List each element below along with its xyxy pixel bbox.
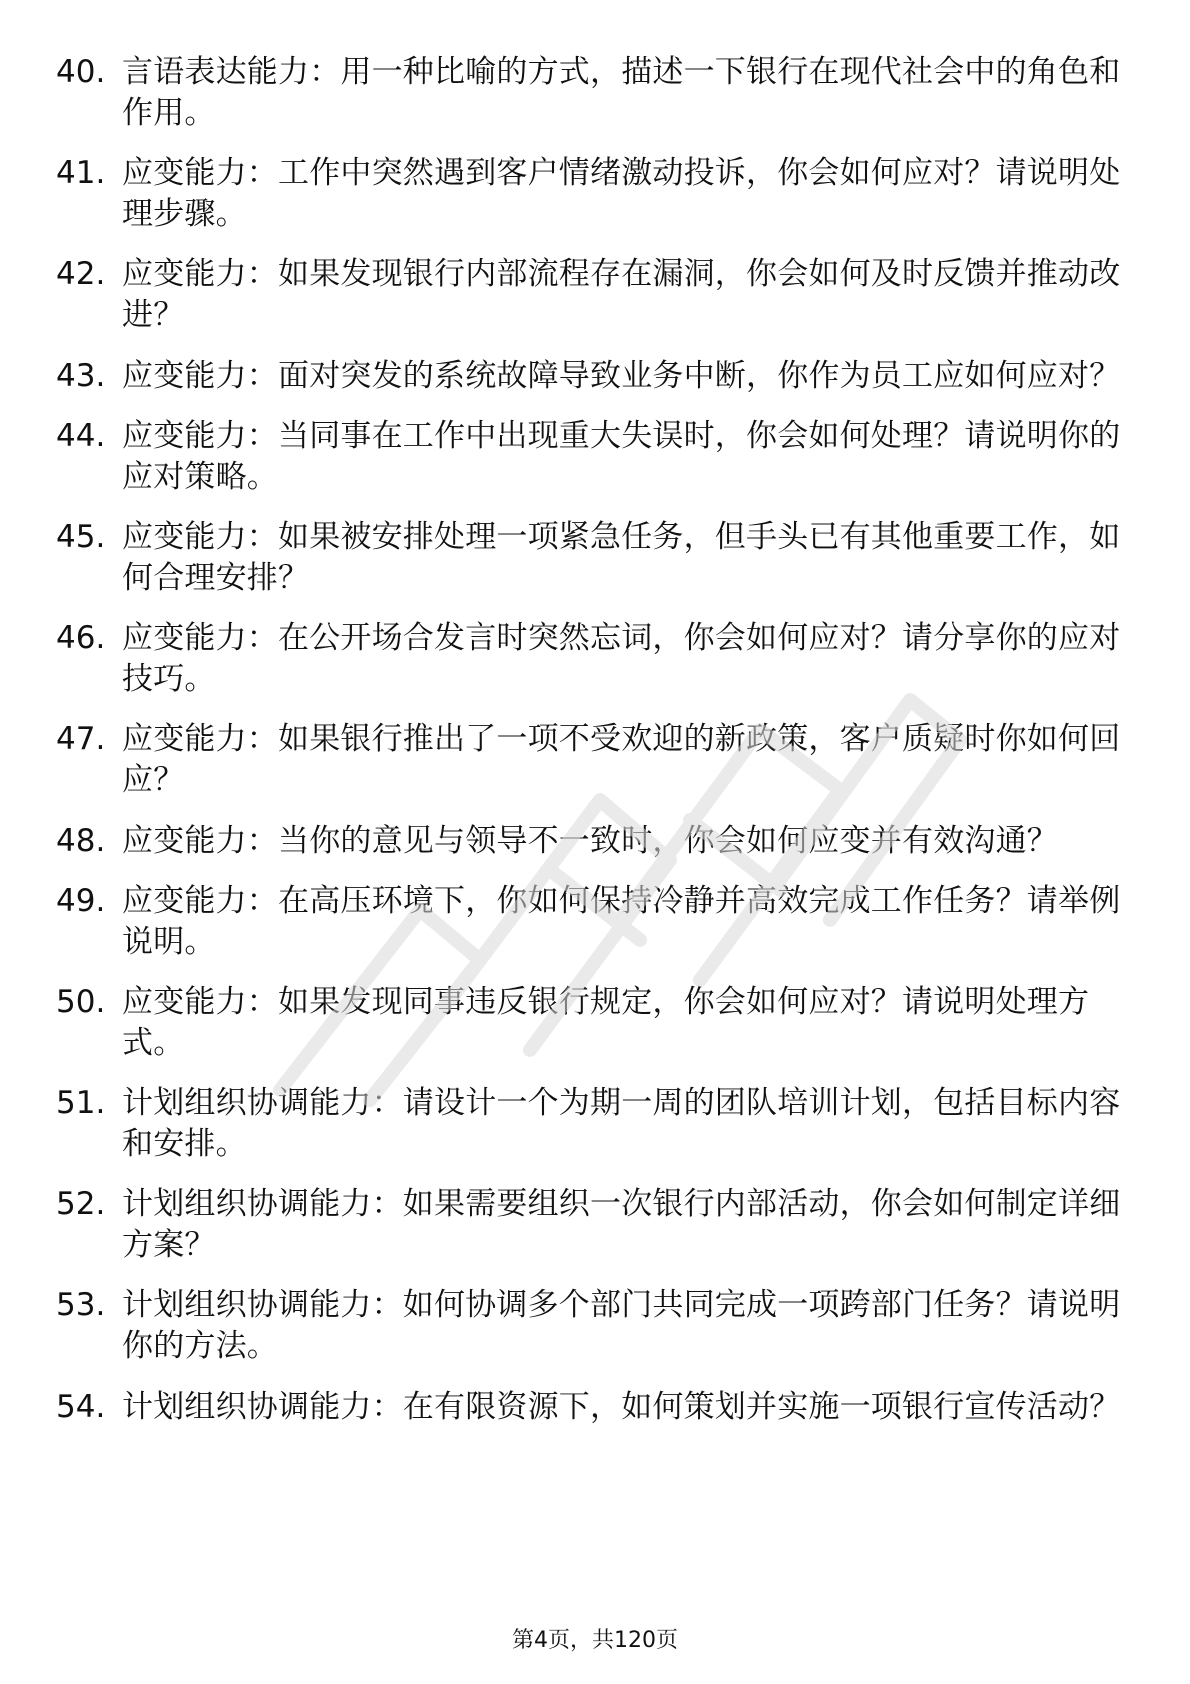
list-item: [56, 52, 1126, 134]
question-text: 计划组织协调能力：如何协调多个部门共同完成一项跨部门任务？请说明你的方法。: [122, 1287, 1121, 1365]
question-number: 52.: [56, 1186, 106, 1223]
list-item: [56, 719, 1126, 801]
question-text: 应变能力：当同事在工作中出现重大失误时，你会如何处理？请说明你的应对策略。: [122, 417, 1121, 495]
question-text: 计划组织协调能力：在有限资源下，如何策划并实施一项银行宣传活动？: [122, 1388, 1121, 1425]
question-number: 45.: [56, 518, 106, 555]
list-item: [56, 982, 1126, 1064]
question-number: 50.: [56, 983, 106, 1020]
question-text: 应变能力：如果发现银行内部流程存在漏洞，你会如何及时反馈并推动改进？: [122, 256, 1121, 334]
list-item: [56, 1285, 1126, 1367]
question-number: 40.: [56, 54, 106, 90]
question-number: 49.: [56, 882, 106, 919]
list-item: [56, 821, 1126, 862]
question-number: 47.: [56, 721, 106, 758]
question-list: [56, 52, 1126, 1447]
question-number: 44.: [56, 417, 106, 454]
list-item: [56, 153, 1126, 235]
question-text: 应变能力：如果银行推出了一项不受欢迎的新政策，客户质疑时你如何回应？: [122, 721, 1121, 799]
page-footer: 第4页，共120页: [512, 1628, 678, 1653]
question-text: 应变能力：如果被安排处理一项紧急任务，但手头已有其他重要工作，如何合理安排？: [122, 518, 1121, 596]
list-item: [56, 881, 1126, 963]
list-item: [56, 356, 1126, 397]
list-item: [56, 416, 1126, 498]
list-item: [56, 254, 1126, 336]
question-number: 42.: [56, 256, 106, 293]
question-text: 计划组织协调能力：如果需要组织一次银行内部活动，你会如何制定详细方案？: [122, 1186, 1121, 1264]
question-number: 41.: [56, 155, 106, 192]
list-item: [56, 1184, 1126, 1266]
question-text: 应变能力：面对突发的系统故障导致业务中断，你作为员工应如何应对？: [122, 357, 1121, 394]
list-item: [56, 517, 1126, 599]
question-text: 言语表达能力：用一种比喻的方式，描述一下银行在现代社会中的角色和作用。: [122, 54, 1121, 131]
list-item: [56, 1387, 1126, 1428]
question-number: 43.: [56, 357, 106, 394]
question-number: 46.: [56, 620, 106, 657]
list-item: [56, 618, 1126, 700]
question-number: 53.: [56, 1287, 106, 1324]
list-item: [56, 1083, 1126, 1165]
question-number: 48.: [56, 822, 106, 859]
question-number: 54.: [56, 1388, 106, 1425]
question-number: 51.: [56, 1085, 106, 1122]
question-text: 应变能力：当你的意见与领导不一致时，你会如何应变并有效沟通？: [122, 822, 1058, 859]
question-text: 计划组织协调能力：请设计一个为期一周的团队培训计划，包括目标内容和安排。: [122, 1085, 1121, 1163]
question-text: 应变能力：在高压环境下，你如何保持冷静并高效完成工作任务？请举例说明。: [122, 882, 1121, 960]
question-text: 应变能力：工作中突然遇到客户情绪激动投诉，你会如何应对？请说明处理步骤。: [122, 155, 1121, 233]
question-text: 应变能力：在公开场合发言时突然忘词，你会如何应对？请分享你的应对技巧。: [122, 620, 1121, 698]
question-text: 应变能力：如果发现同事违反银行规定，你会如何应对？请说明处理方式。: [122, 983, 1090, 1061]
